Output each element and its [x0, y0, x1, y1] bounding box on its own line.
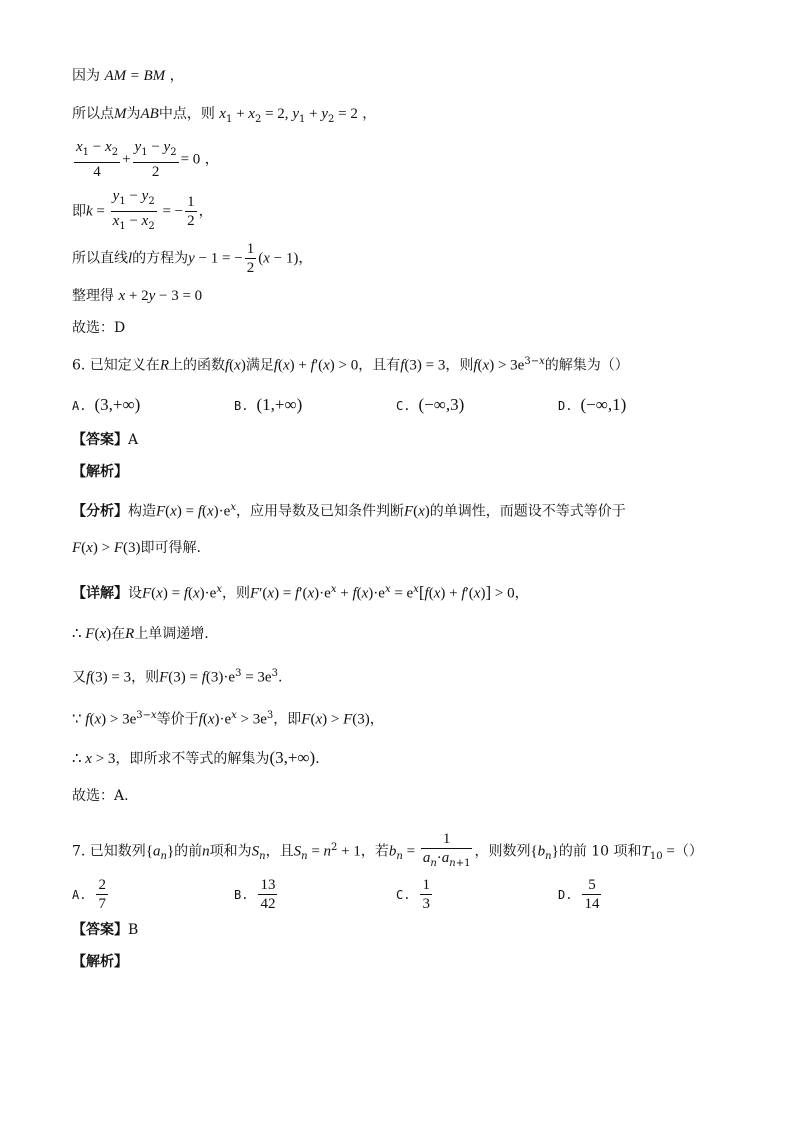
- q6-xiangjie: 【详解】设$F(x) = f(x)\cdot e^x$，则$F'(x) = f'(x)\cdot e^x + f(x)\cdot e^x = e^x[f(x) + f'(x)] > 0$，: [72, 582, 529, 602]
- question-7-stem: 7. 已知数列$\{a_n\}$的前n项和为$S_n$，且$S_n = n^2 + 1$，若$b_n$ = $\frac{1}{a_n\cdot a_{n+1}}$ ，则数列$\{b_n\}$的前 10 项和$T_{10}$ =（）: [72, 831, 703, 869]
- q7-option-a: A. $\frac{2}{7}$: [72, 877, 106, 912]
- q6-option-b: B. (1,+∞): [234, 395, 303, 414]
- line-choice-d: 故选：D: [72, 320, 126, 336]
- q6-option-a: A. (3,+∞): [72, 395, 141, 414]
- q7-option-d: D. $\frac{5}{14}$: [558, 877, 600, 912]
- q6-fenxi-cont: F(x) > F(3)即可得解.: [72, 540, 201, 556]
- q7-analysis-tag: 【解析】: [72, 954, 128, 970]
- q6-f3: 又f(3) = 3，则$F(3) = f(3)\cdot e^3 = 3e^3$.: [72, 668, 283, 686]
- answer-tag: 【答案】: [72, 432, 128, 448]
- answer-value: B: [128, 922, 139, 938]
- question-6-stem: 6. 已知定义在R上的函数f(x)满足f(x) + f′(x) > 0，且有f(3) = 3，则$f(x) > 3e^{3-x}$的解集为（）: [72, 356, 629, 374]
- q7-option-b: B. $\frac{13}{42}$: [234, 877, 276, 912]
- q6-option-d: D. (−∞,1): [558, 395, 627, 414]
- line-difference-equation: $\frac{x_1 - x_2}{4}$ + $\frac{y_1 - y_2}{2}$ = 0 ，: [76, 139, 219, 180]
- line-slope: 即k = $\frac{y_1 - y_2}{x_1 - x_2}$ = − $\frac{1}{2}$ ，: [72, 188, 213, 232]
- line-midpoint: 所以点M为AB中点，则 $x_1 + x_2 = 2$, $y_1 + y_2 = 2$ ，: [72, 106, 377, 125]
- q6-fenxi: 【分析】构造$F(x) = f(x)\cdot e^x$，应用导数及已知条件判断F(x)的单调性，而题设不等式等价于: [72, 502, 626, 520]
- answer-tag: 【答案】: [72, 922, 128, 938]
- q6-answer: [72, 430, 138, 450]
- q7-option-c: C. $\frac{1}{3}$: [396, 877, 430, 912]
- q6-monotonic: ∴ F(x)在R上单调递增.: [72, 626, 209, 642]
- line-simplified: 整理得 x + 2y − 3 = 0: [72, 288, 203, 304]
- q6-solution-set: ∴ x > 3，即所求不等式的解集为(3,+∞).: [72, 748, 320, 767]
- q6-analysis-tag: 【解析】: [72, 464, 128, 480]
- q6-option-c: C. (−∞,3): [396, 395, 465, 414]
- answer-value: A: [128, 432, 139, 448]
- q6-conclusion: 故选：A.: [72, 788, 129, 804]
- line-am-bm: 因为 AM = BM ，: [72, 68, 184, 84]
- q7-answer: [72, 920, 138, 940]
- q6-equivalent: ∵ $f(x) > 3e^{3-x}$等价于$f(x)\cdot e^x > 3e^3$，即F(x) > F(3)，: [72, 710, 384, 728]
- line-line-equation: 所以直线l的方程为y − 1 = − $\frac{1}{2}$ (x − 1)，: [72, 241, 313, 276]
